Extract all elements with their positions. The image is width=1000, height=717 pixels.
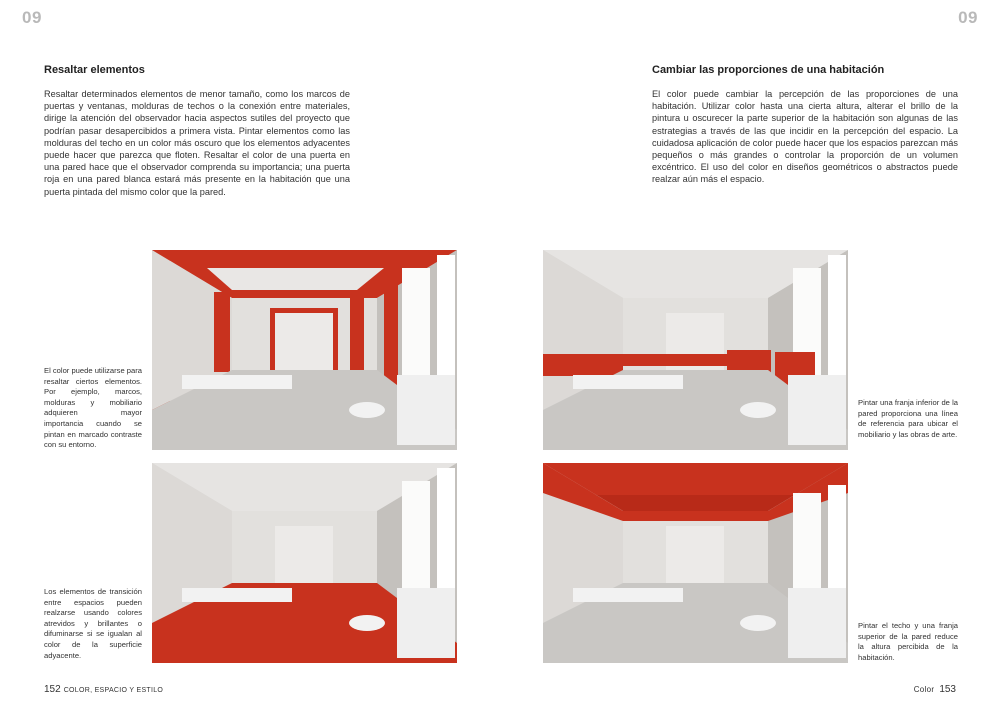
chapter-number-right: 09 bbox=[958, 8, 978, 27]
right-caption-top: Pintar una franja inferior de la pared proporciona una línea de referencia para ubicar el mobiliario y las obras de arte. bbox=[858, 398, 958, 439]
left-caption-bottom: Los elementos de transición entre espacios pueden realzarse usando colores atrevidos y brillantes o difuminarse si se igualan al color de la superficie adyacente. bbox=[44, 587, 142, 660]
left-footer bbox=[44, 684, 163, 695]
render-red-floor bbox=[152, 463, 457, 663]
render-red-ceiling bbox=[543, 463, 848, 663]
right-caption-bottom: Pintar el techo y una franja superior de la pared reduce la altura percibida de la habitación. bbox=[858, 621, 958, 662]
left-running-title: COLOR, ESPACIO Y ESTILO bbox=[63, 687, 164, 694]
right-page-number: 153 bbox=[939, 684, 956, 695]
right-running-title: Color bbox=[913, 685, 935, 694]
left-page-number: 152 bbox=[44, 684, 61, 695]
right-footer bbox=[911, 684, 956, 695]
render-red-frame-highlight bbox=[152, 250, 457, 450]
right-body-text: El color puede cambiar la percepción de las proporciones de una habitación. Utilizar color hasta una cierta altura, alterar el brillo de la pintura u oscurecer la parte superior de la habitación son algunas de las estrategias a través de las que incidir en la percepción del espacio. La cuidadosa aplicación de color puede hacer que los espacios parezcan más pequeños o más grandes o controlar la proporción de un volumen excéntrico. El uso del color en diseños geométricos o abstractos puede realzar aún más el espacio. bbox=[652, 89, 958, 185]
left-heading: Resaltar elementos bbox=[44, 64, 145, 76]
left-body-text: Resaltar determinados elementos de menor tamaño, como los marcos de puertas y ventanas, molduras de techos o la conexión entre materiales, dirige la atención del observador hacia aspectos sutiles del proyecto que podrían pasar desapercibidos a primera vista. Pintar elementos como las molduras del techo en un color más oscuro que los elementos adyacentes puede hacer que parezca que floten. Resaltar el color de una puerta en una pared hace que el observador comprenda su importancia; una puerta roja en una pared blanca estará más presente en la habitación que una puerta pintada del mismo color que la pared. bbox=[44, 89, 350, 197]
render-red-lower-band bbox=[543, 250, 848, 450]
left-caption-top: El color puede utilizarse para resaltar ciertos elementos. Por ejemplo, marcos, molduras y mobiliario adquieren mayor importancia cuando se pintan en marcado contraste con su entorno. bbox=[44, 366, 142, 450]
right-heading: Cambiar las proporciones de una habitación bbox=[652, 64, 885, 76]
chapter-number-left: 09 bbox=[22, 8, 42, 27]
